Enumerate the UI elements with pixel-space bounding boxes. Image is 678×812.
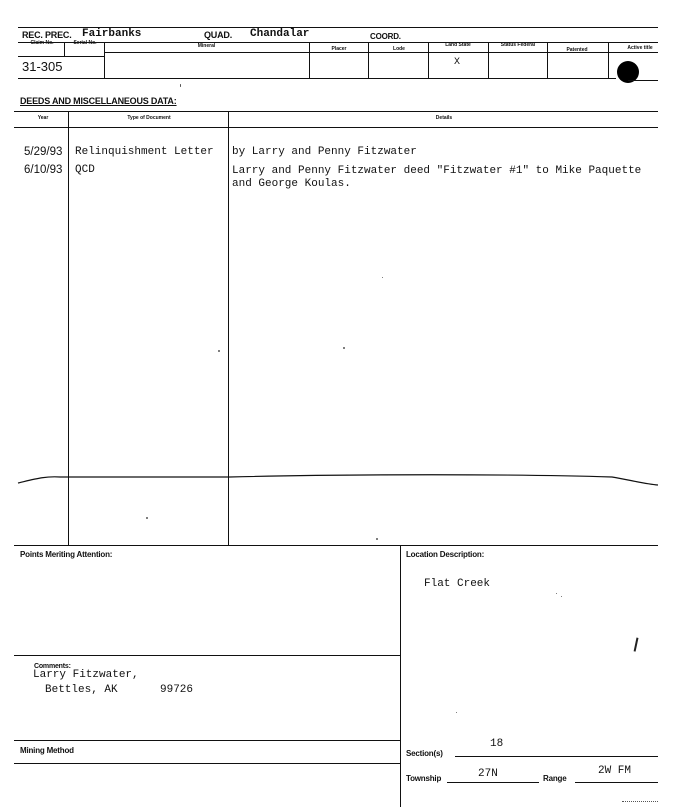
- deed-row-2-year: 6/10/93: [24, 164, 63, 176]
- range-label: Range: [543, 774, 567, 783]
- land-state-value: X: [454, 57, 461, 68]
- deed-row-1-year: 5/29/93: [24, 146, 63, 158]
- points-label: Points Meriting Attention:: [20, 550, 113, 559]
- deed-row-1-details: by Larry and Penny Fitzwater: [232, 146, 417, 158]
- location-value: Flat Creek: [424, 578, 491, 590]
- land-state-header: Land State: [445, 42, 471, 48]
- details-header: Details: [435, 115, 453, 121]
- claim-no-header: Claim No.: [30, 40, 54, 46]
- paper-speck: [556, 593, 557, 594]
- deed-row-2-type: QCD: [75, 164, 95, 176]
- paper-speck: [376, 538, 378, 540]
- section-value: 18: [490, 738, 504, 750]
- location-label: Location Description:: [406, 550, 485, 559]
- range-value: 2W FM: [598, 765, 632, 777]
- paper-speck: [146, 517, 148, 519]
- status-federal-header: Status Federal: [500, 42, 536, 48]
- placer-header: Placer: [331, 46, 347, 52]
- rec-prec-label: REC. PREC.: [22, 30, 72, 40]
- comments-line-1: Larry Fitzwater,: [33, 669, 139, 681]
- quad-value: Chandalar: [250, 28, 310, 40]
- section-label: Section(s): [406, 749, 443, 758]
- comments-zip: 99726: [160, 684, 194, 696]
- page-fold-line: [0, 466, 678, 496]
- paper-speck: [382, 277, 383, 278]
- township-value: 27N: [478, 768, 498, 780]
- comments-line-2: Bettles, AK: [45, 684, 118, 696]
- deed-row-1-type: Relinquishment Letter: [75, 146, 214, 158]
- mineral-header: Mineral: [197, 43, 216, 49]
- type-header: Type of Document: [127, 115, 171, 121]
- deed-row-2-details: Larry and Penny Fitzwater deed "Fitzwater #1" to Mike Paquette and George Koulas.: [232, 165, 642, 190]
- paper-speck: [218, 350, 220, 352]
- patented-header: Patented: [566, 47, 588, 53]
- lode-header: Lode: [393, 46, 405, 52]
- paper-speck: [456, 712, 457, 713]
- handwritten-mark: [634, 638, 643, 653]
- active-title-header: Active title: [627, 45, 653, 51]
- corner-scribble: [622, 801, 658, 802]
- paper-speck: [343, 347, 345, 349]
- mining-method-label: Mining Method: [20, 746, 74, 755]
- rec-prec-value: Fairbanks: [82, 28, 142, 40]
- township-label: Township: [406, 774, 442, 783]
- coord-label: COORD.: [370, 32, 401, 41]
- quad-label: QUAD.: [204, 30, 232, 40]
- paper-speck: [561, 596, 562, 597]
- comments-label: Comments:: [34, 663, 71, 670]
- claim-no-value: 31-305: [22, 59, 63, 74]
- deeds-title: DEEDS AND MISCELLANEOUS DATA:: [20, 96, 177, 106]
- paper-speck: [180, 84, 181, 87]
- year-header: Year: [37, 115, 49, 121]
- serial-no-header: Serial No.: [73, 40, 97, 46]
